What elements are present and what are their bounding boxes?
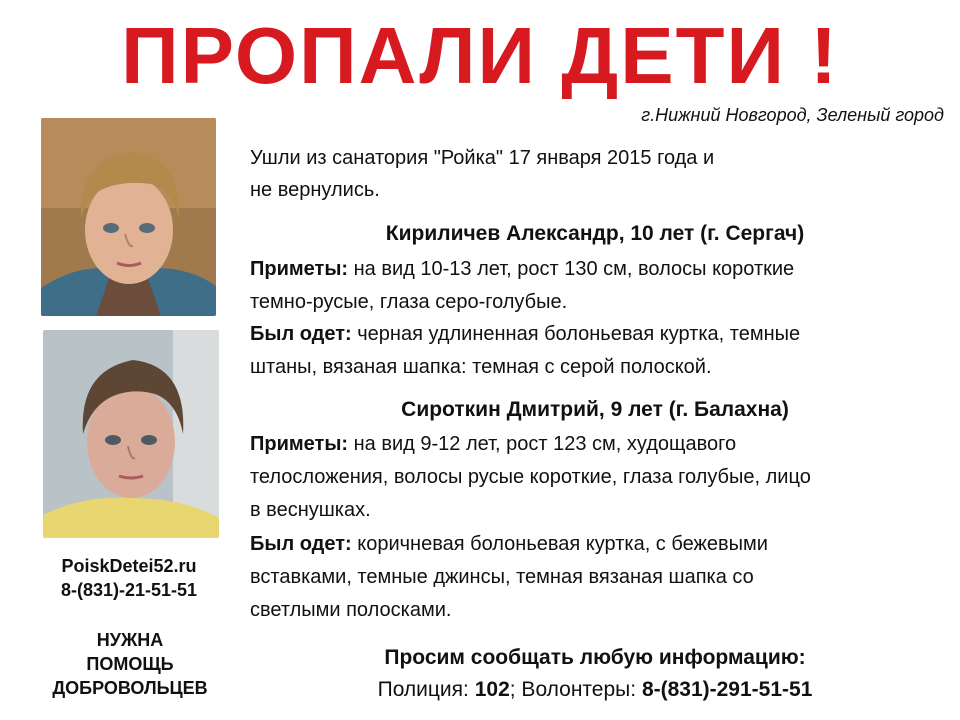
intro-paragraph: [250, 142, 940, 206]
signs-text: на вид 9-12 лет, рост 123 см, худощавого: [348, 433, 737, 455]
signs-label: Приметы:: [250, 258, 349, 280]
child2-name: Сироткин Дмитрий, 9 лет (г. Балахна): [401, 398, 789, 421]
clothes-label: Был одет:: [250, 533, 352, 555]
clothes-label: Был одет:: [250, 323, 352, 345]
signs-text: телосложения, волосы русые короткие, глаза голубые, лицо: [250, 466, 811, 488]
child1-name: Кириличев Александр, 10 лет (г. Сергач): [385, 222, 805, 245]
clothes-text: штаны, вязаная шапка: темная с серой полоской.: [250, 356, 712, 378]
location-text: г.Нижний Новгород, Зеленый город: [641, 105, 944, 125]
child2-photo: [43, 330, 219, 538]
child2-signs: [250, 428, 940, 527]
signs-label: Приметы:: [250, 433, 349, 455]
clothes-text: светлыми полосками.: [250, 599, 452, 621]
clothes-text: вставками, темные джинсы, темная вязаная шапка со: [250, 566, 754, 588]
volunteers-number: 8-(831)-291-51-51: [641, 678, 813, 701]
clothes-text: коричневая болоньевая куртка, с бежевыми: [351, 533, 768, 555]
volunteers-label: ; Волонтеры:: [509, 678, 642, 701]
police-label: Полиция:: [377, 678, 475, 701]
signs-text: на вид 10-13 лет, рост 130 см, волосы короткие: [348, 258, 795, 280]
volunteers-needed-line: ДОБРОВОЛЬЦЕВ: [52, 678, 208, 698]
child2-clothes: [250, 528, 940, 627]
signs-text: темно-русые, глаза серо-голубые.: [250, 291, 568, 313]
website-text: PoiskDetei52.ru: [61, 556, 197, 576]
info-request: Просим сообщать любую информацию:: [384, 646, 806, 669]
police-number: 102: [474, 678, 510, 701]
poster-title: ПРОПАЛИ ДЕТИ !: [121, 11, 839, 100]
child1-clothes: [250, 318, 940, 384]
volunteers-needed-line: НУЖНА: [96, 630, 164, 650]
hotline-phone: 8-(831)-21-51-51: [60, 580, 198, 600]
intro-line: Ушли из санатория "Ройка" 17 января 2015 года и: [250, 147, 715, 169]
volunteers-needed-line: ПОМОЩЬ: [86, 654, 174, 674]
child1-signs: [250, 253, 940, 319]
volunteers-needed: [0, 628, 260, 700]
contact-numbers: [250, 676, 940, 704]
clothes-text: черная удлиненная болоньевая куртка, темные: [351, 323, 801, 345]
child1-photo: [41, 118, 216, 316]
intro-line: не вернулись.: [250, 179, 380, 201]
signs-text: в веснушках.: [250, 499, 371, 521]
